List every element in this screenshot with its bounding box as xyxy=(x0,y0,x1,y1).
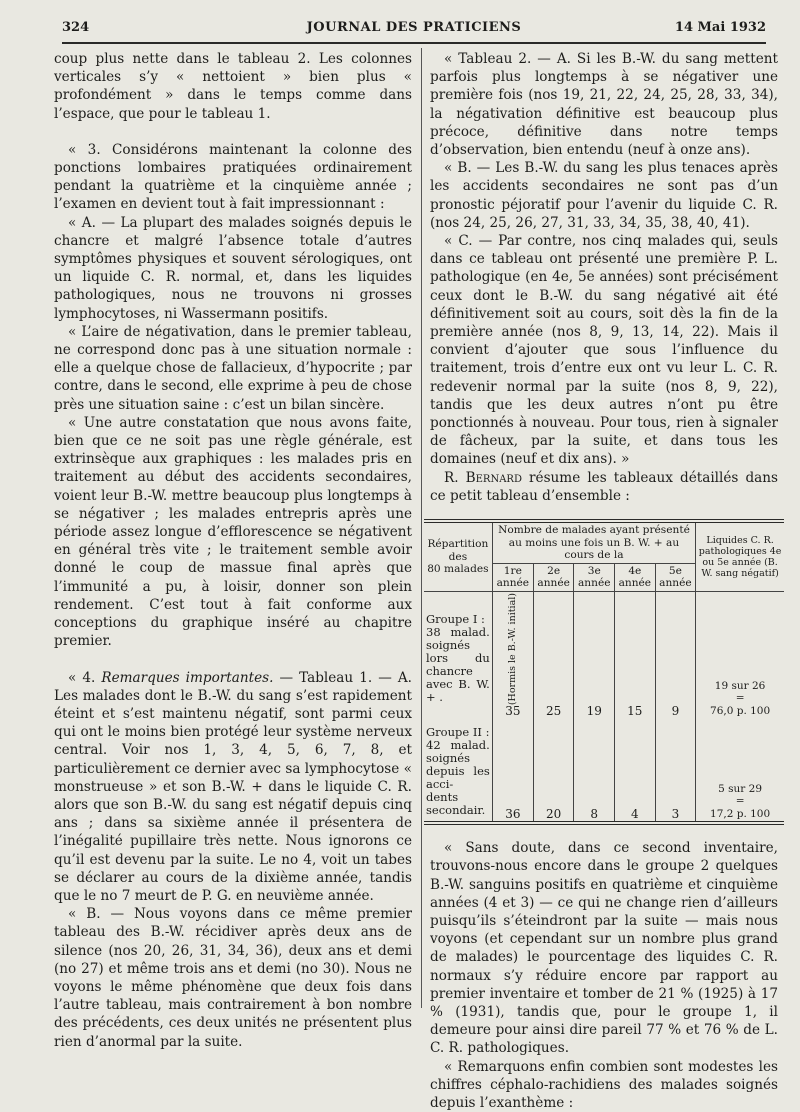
table-cell: 20 xyxy=(533,718,574,821)
header-year: 4e année xyxy=(615,563,656,591)
header-liquides: Liquides C. R. pathologiques 4e ou 5e année (B. W. sang négatif) xyxy=(696,523,784,591)
paragraph: « 3. Considérons maintenant la colonne des ponctions lombaires pratiquées ordinairement pendant la quatrième et la cinquième année ; l’examen en devient tout à fait impressionnant : xyxy=(54,141,412,213)
paragraph: « L’aire de négativation, dans le premier tableau, ne correspond donc pas à une situation normale : elle a quelque chose de fallacieux, d’hypocrite ; par contre, dans le second, elle exprime à peu de chose près une situation saine : c’est un bilan sincère. xyxy=(54,323,412,413)
author-name: R. Bernard xyxy=(444,469,522,486)
summary-table xyxy=(424,519,784,825)
header-year: 2e année xyxy=(533,563,574,591)
table-cell: 25 xyxy=(533,591,574,718)
paragraph: « B. — Les B.-W. du sang les plus tenaces après les accidents secondaires ne sont pas d’un pronostic péjoratif pour l’avenir du liquide C. R. (nos 24, 25, 26, 27, 31, 33, 34, 35, 38, 40, 41). xyxy=(430,160,778,231)
paragraph: « Tableau 2. — A. Si les B.-W. du sang mettent parfois plus longtemps à se négativer une première fois (nos 19, 21, 22, 24, 25, 28, 33, 34), la négativation définitive est beaucoup plus précoce, définitive dans notre temps d’observation, bien entendu (neuf à onze ans). xyxy=(430,51,778,159)
left-column xyxy=(54,50,412,1051)
group-label: Groupe II : 42 malad. soignés depuis les acci- dents secondair. xyxy=(426,725,490,818)
header-year: 5e année xyxy=(655,563,696,591)
paragraph: coup plus nette dans le tableau 2. Les colonnes verticales s’y « nettoient » bien plus « profondément » dans le temps comme dans l’espace, que pour le tableau 1. xyxy=(54,51,412,122)
header-year: 1re année xyxy=(492,563,533,591)
page-header xyxy=(62,14,766,44)
section-heading: Remarques importantes. xyxy=(101,669,274,686)
header-repartition: Répartition des 80 malades xyxy=(424,523,492,591)
table-cell: 9 xyxy=(655,591,696,718)
page-number: 324 xyxy=(62,20,90,35)
table-row xyxy=(424,591,784,718)
table-cell: 8 xyxy=(574,718,615,821)
hormis-note: (Hormis le B.-W. initial) xyxy=(506,592,518,705)
liquides-cell: 5 sur 29 = 17,2 p. 100 xyxy=(696,718,784,821)
column-divider xyxy=(421,48,422,1008)
table-cell: 15 xyxy=(615,591,656,718)
journal-title: JOURNAL DES PRATICIENS xyxy=(306,20,522,35)
paragraph: « Une autre constatation que nous avons faite, bien que ce ne soit pas une règle générale, est extrinsèque aux graphiques : les malades pris en traitement au début des accidents secondaires, voient leur B.-W. mettre beaucoup plus longtemps à se négativer ; les malades entrepris après une période assez longue d’efflorescence se négativent en général très vite ; le traitement semble avoir donné le coup de massue final après que l’immunité a pu, à loisir, donner son plein rendement. C’est tout à fait conforme aux conceptions du graphique inséré au chapitre premier. xyxy=(54,414,412,650)
header-nombre: Nombre de malades ayant présenté au moins une fois un B. W. + au cours de la xyxy=(492,523,695,563)
table-cell: 35 xyxy=(505,703,521,718)
header-year: 3e année xyxy=(574,563,615,591)
table-cell: 36 xyxy=(492,718,533,821)
paragraph: « C. — Par contre, nos cinq malades qui, seuls dans ce tableau ont présenté une première P. L. pathologique (en 4e, 5e années) sont précisément ceux dont le B.-W. du sang négativé ait été définitivement soit au cours, soit dès la fin de la première année (nos 8, 9, 13, 14, 22). Mais il convient d’ajouter que sous l’influence du traitement, trois d’entre eux ont vu leur L. C. R. redevenir normal par la suite (nos 8, 9, 22), tandis que les deux autres n’ont pu être ponctionnés à nouveau. Pour tous, rien à signaler de fâcheux, par la suite, et dans tous les domaines (neuf et dix ans). » xyxy=(430,233,778,468)
paragraph: « B. — Nous voyons dans ce même premier tableau des B.-W. récidiver après deux ans de silence (nos 20, 26, 31, 34, 36), deux ans et demi (no 27) et même trois ans et demi (no 30). Nous ne voyons le même phénomène que deux fois dans l’autre tableau, mais contrairement à bon nombre des précédents, ces deux unités ne présentent plus rien d’anormal par la suite. xyxy=(54,906,412,1050)
paragraph: R. Bernard résume les tableaux détaillés dans ce petit tableau d’ensemble : xyxy=(430,469,778,504)
issue-date: 14 Mai 1932 xyxy=(674,20,766,35)
group-label: Groupe I : 38 malad. soignés lors du chancre avec B. W. + . xyxy=(426,611,490,704)
table-cell: 4 xyxy=(615,718,656,821)
paragraph: « 4. Remarques importantes. — Tableau 1. — A. Les malades dont le B.-W. du sang s’est rapidement éteint et s’est maintenu négatif, sont parmi ceux qui ont le moins bien protégé leur système nerveux central. Voir nos 1, 3, 4, 5, 6, 7, 8, et particulièrement ce dernier avec sa lymphocytose « monstrueuse » et son B.-W. + dans le liquide C. R. alors que son B.-W. du sang est négatif depuis cinq ans ; dans sa sixième année il présentera de l’inégalité pupillaire très nette. Nous ignorons ce qu’il est devenu par la suite. Le no 4, voit un tabes se déclarer au cours de la dixième année, tandis que le no 7 meurt de P. G. en neuvième année. xyxy=(54,669,412,904)
paragraph: « Remarquons enfin combien sont modestes les chiffres céphalo-rachidiens des malades soignés depuis l’exanthème : xyxy=(430,1058,778,1112)
table-cell: 3 xyxy=(655,718,696,821)
table-cell: 19 xyxy=(574,591,615,718)
table-row xyxy=(424,718,784,821)
paragraph: « A. — La plupart des malades soignés depuis le chancre et malgré l’absence totale d’autres symptômes physiques et souvent sérologiques, ont un liquide C. R. normal, et, dans les liquides pathologiques, nous ne trouvons ni grosses lymphocytoses, ni Wassermann positifs. xyxy=(54,214,412,322)
right-column xyxy=(426,50,782,1112)
paragraph: « Sans doute, dans ce second inventaire, trouvons-nous encore dans le groupe 2 quelques B.-W. sanguins positifs en quatrième et cinquième années (4 et 3) — ce qui ne change rien d’ailleurs puisqu’ils s’éteindront par la suite — mais nous voyons (et cependant sur un nombre plus grand de malades) le pourcentage des liquides C. R. normaux s’y réduire encore par rapport au premier inventaire et tomber de 21 % (1925) à 17 % (1931), tandis que, pour le groupe 1, il demeure pour ainsi dire pareil 77 % et 76 % de L. C. R. pathologiques. xyxy=(430,840,778,1057)
liquides-cell: 19 sur 26 = 76,0 p. 100 xyxy=(696,591,784,718)
